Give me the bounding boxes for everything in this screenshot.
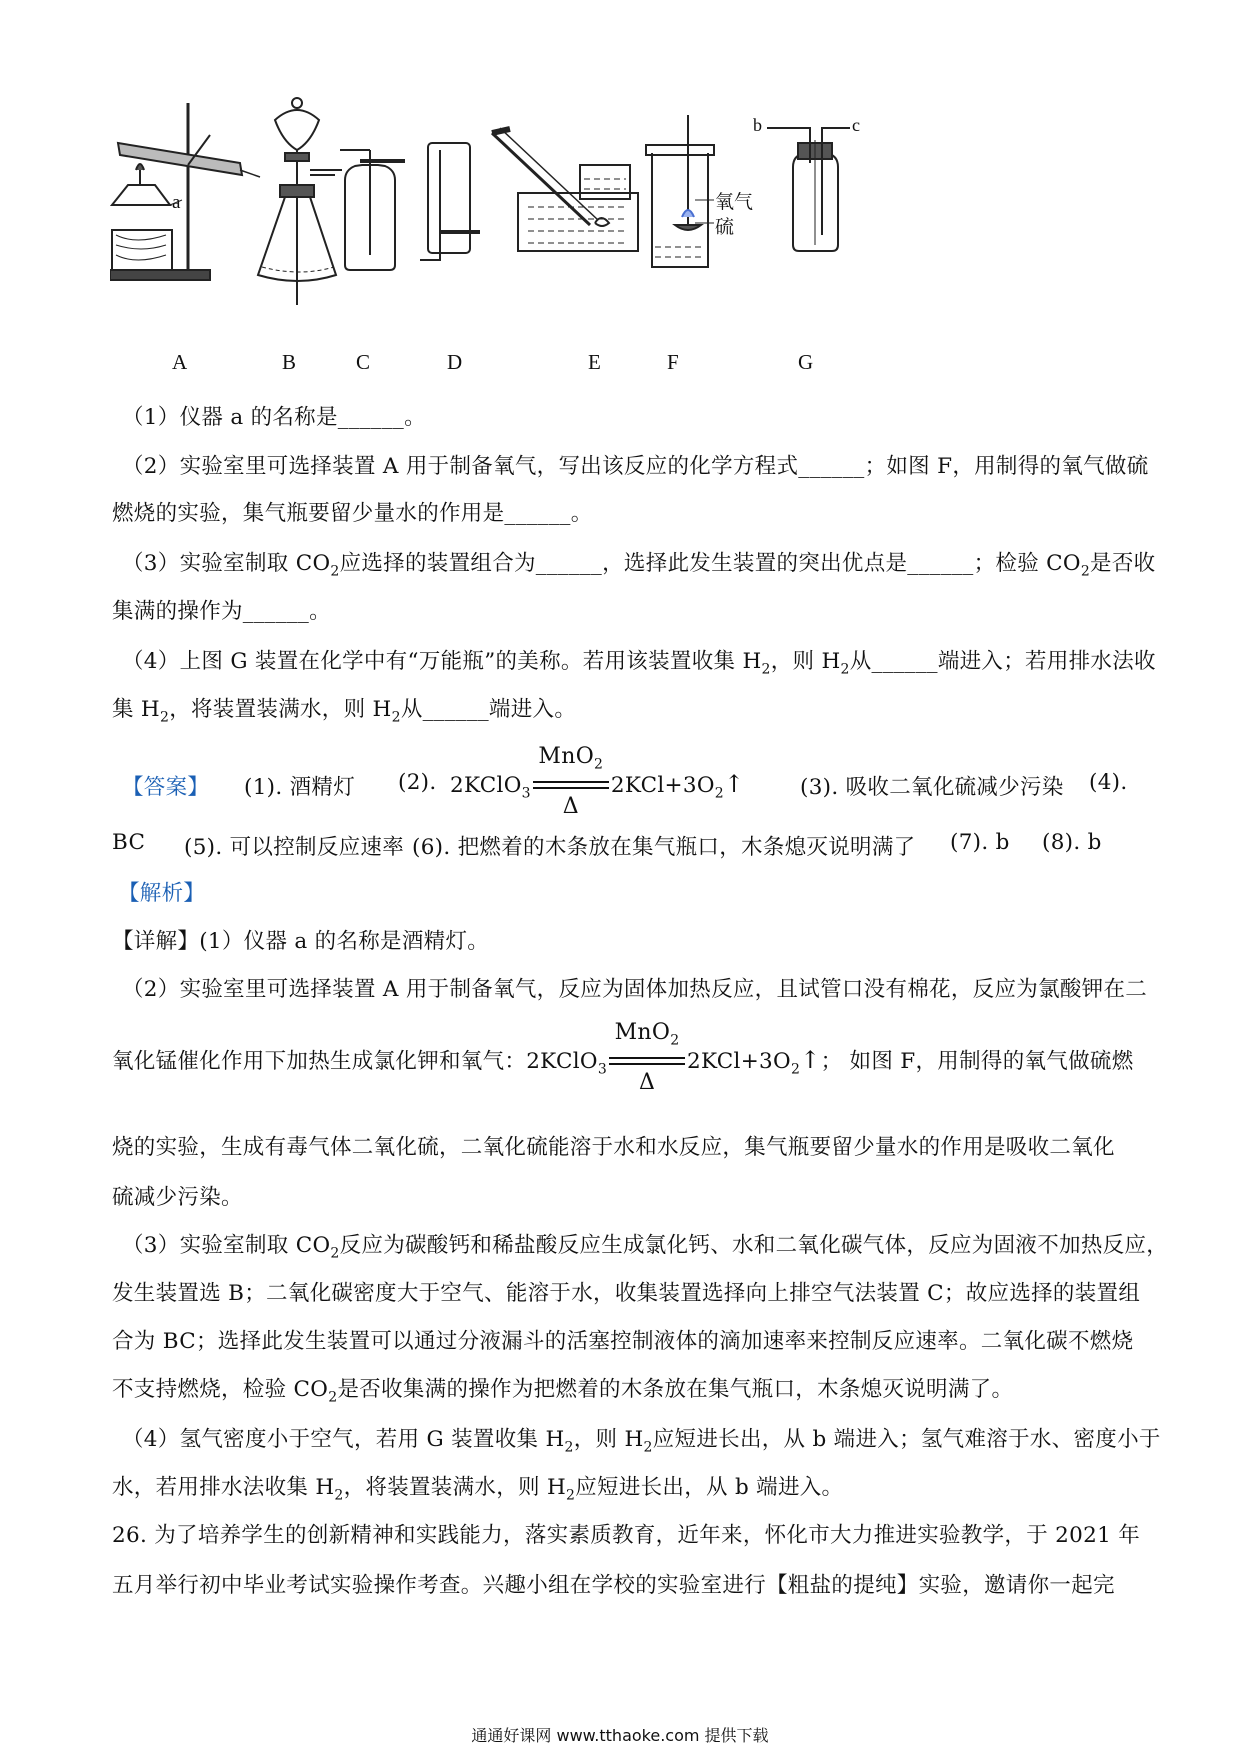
- equation-catalyst: MnO$_2$: [538, 744, 604, 773]
- annot-oxygen: 氧气: [715, 191, 754, 213]
- analysis-3-line-4: 不支持燃烧，检验 $CO_2$是否收集满的操作为把燃着的木条放在集气瓶口，木条熄灭说明满了。: [112, 1377, 1014, 1406]
- equation-arrow: [533, 781, 609, 789]
- apparatus-b: [258, 98, 342, 305]
- apparatus-f: [646, 115, 714, 267]
- analysis-3-line-3: 合为 BC；选择此发生装置可以通过分液漏斗的活塞控制液体的滴加速率来控制反应速率。二氧化碳不燃烧: [112, 1329, 1134, 1354]
- label-c: C: [356, 350, 371, 374]
- apparatus-a: [110, 103, 260, 280]
- question-3-line-1: （3）实验室制取 $CO_2$应选择的装置组合为______，选择此发生装置的突出优点是______；检验 $CO_2$是否收: [122, 551, 1156, 580]
- analysis-2-line-1: （2）实验室里可选择装置 A 用于制备氧气，反应为固体加热反应，且试管口没有棉花，反应为氯酸钾在二: [122, 977, 1148, 1002]
- analysis-tag: 【解析】: [118, 881, 206, 906]
- apparatus-c: [340, 150, 405, 270]
- analysis-3-line-1: （3）实验室制取 $CO_2$反应为碳酸钙和稀盐酸反应生成氯化钙、水和二氧化碳气体，反应为固液不加热反应，: [122, 1233, 1169, 1262]
- analysis-equation-condition: MnO$_2$ Δ: [607, 1048, 687, 1076]
- label-b: B: [282, 350, 297, 374]
- apparatus-figure: [110, 95, 1110, 395]
- equation-condition: [531, 744, 611, 819]
- annot-b: b: [753, 115, 762, 135]
- question-4-line-1: （4）上图 G 装置在化学中有“万能瓶”的美称。若用该装置收集 $H_2$，则 $H_2$从______端进入；若用排水法收: [122, 649, 1156, 678]
- analysis-2-line-3: 烧的实验，生成有毒气体二氧化硫，二氧化硫能溶于水和水反应，集气瓶要留少量水的作用是吸收二氧化: [112, 1135, 1115, 1160]
- analysis-equation: 2KClO$_3$ MnO$_2$ Δ $2KCl+3O_2↑$: [526, 1020, 821, 1095]
- annot-c: c: [852, 115, 860, 135]
- label-f: F: [667, 350, 679, 374]
- analysis-2-line-2: 氧化锰催化作用下加热生成氯化钾和氧气：2KClO$_3$ MnO$_2$ Δ $2KCl+3O_2↑$； 如图 F，用制得的氧气做硫燃: [112, 1020, 1134, 1095]
- answer-4-label: (4).: [1089, 770, 1128, 795]
- question-2-line-2: 燃烧的实验，集气瓶要留少量水的作用是______。: [112, 501, 593, 526]
- annot-a: a: [172, 192, 181, 213]
- answer-equation: 2KClO$_3$ MnO$_2$ Δ $2KCl+3O_2↑$: [450, 744, 745, 819]
- answer-2-label: (2).: [398, 770, 437, 795]
- analysis-3-line-2: 发生装置选 B；二氧化碳密度大于空气、能溶于水，收集装置选择向上排空气法装置 C；故应选择的装置组: [112, 1281, 1141, 1306]
- question-2-line-1: （2）实验室里可选择装置 A 用于制备氧气，写出该反应的化学方程式______；如图 F，用制得的氧气做硫: [122, 454, 1149, 479]
- question-1: （1）仪器 a 的名称是______。: [122, 405, 426, 430]
- answer-5: (5). 可以控制反应速率: [184, 835, 405, 860]
- equation-heat: Δ: [562, 794, 579, 819]
- answer-4: BC: [112, 830, 146, 855]
- apparatus-e: [492, 128, 638, 251]
- label-g: G: [798, 350, 814, 374]
- answer-6: (6). 把燃着的木条放在集气瓶口，木条熄灭说明满了: [412, 835, 916, 860]
- analysis-2-line-4: 硫减少污染。: [112, 1185, 243, 1210]
- apparatus-g: [767, 128, 850, 251]
- question-3-line-2: 集满的操作为______。: [112, 599, 331, 624]
- answer-3: (3). 吸收二氧化硫减少污染: [800, 775, 1064, 800]
- label-a: A: [172, 350, 188, 374]
- apparatus-d: [420, 143, 480, 260]
- label-e: E: [588, 350, 601, 374]
- apparatus-drawing: [110, 95, 1110, 395]
- page-footer: 通通好课网 www.tthaoke.com 提供下载: [471, 1726, 769, 1745]
- question-26-line-2: 五月举行初中毕业考试实验操作考查。兴趣小组在学校的实验室进行【粗盐的提纯】实验，邀请你一起完: [112, 1573, 1115, 1598]
- annot-sulfur: 硫: [715, 216, 735, 238]
- answer-tag: 【答案】: [122, 775, 210, 800]
- answer-1: (1). 酒精灯: [244, 775, 356, 800]
- analysis-1: 【详解】(1）仪器 a 的名称是酒精灯。: [112, 929, 490, 954]
- analysis-4-line-1: （4）氢气密度小于空气，若用 G 装置收集 $H_2$，则 $H_2$应短进长出，从 b 端进入；氢气难溶于水、密度小于: [122, 1427, 1161, 1456]
- analysis-4-line-2: 水，若用排水法收集 $H_2$，将装置装满水，则 $H_2$应短进长出，从 b 端进入。: [112, 1475, 844, 1504]
- label-d: D: [447, 350, 463, 374]
- answer-line-1: [112, 740, 1128, 830]
- answer-7: (7). b: [950, 830, 1010, 855]
- question-4-line-2: 集 $H_2$，将装置装满水，则 $H_2$从______端进入。: [112, 697, 577, 726]
- answer-8: (8). b: [1042, 830, 1102, 855]
- question-26-line-1: 26. 为了培养学生的创新精神和实践能力，落实素质教育，近年来，怀化市大力推进实验教学，于 2021 年: [112, 1523, 1141, 1548]
